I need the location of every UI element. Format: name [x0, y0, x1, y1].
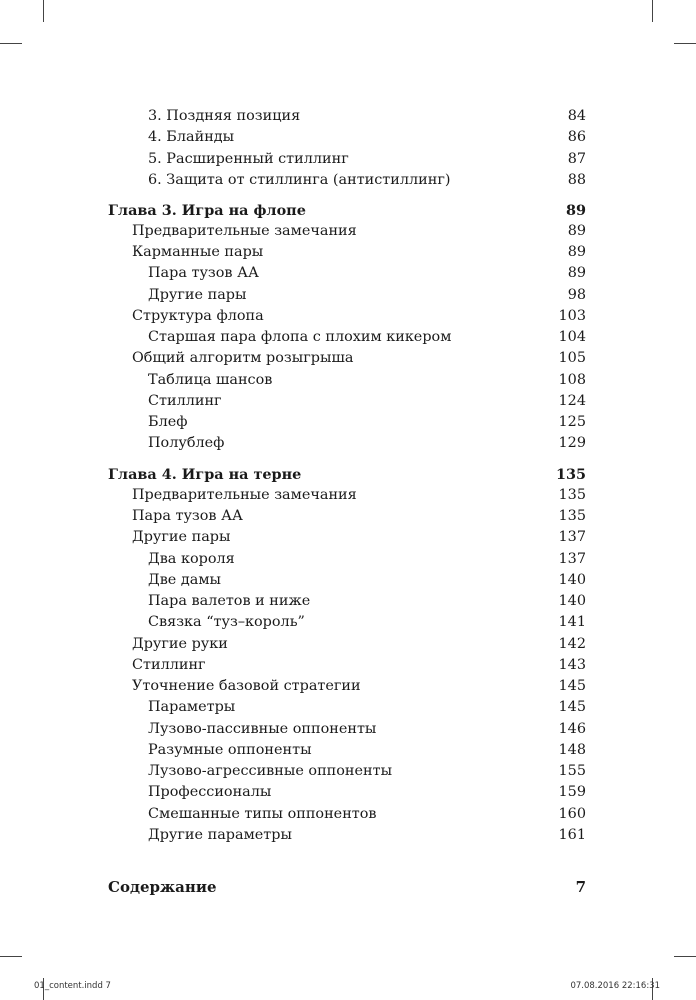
entry-page: 125	[558, 414, 586, 430]
toc-entry	[108, 612, 586, 633]
toc-entry	[108, 348, 586, 369]
entry-page: 143	[558, 656, 586, 673]
entry-page: 98	[567, 286, 586, 303]
toc-chapter-3	[108, 200, 586, 221]
entry-page: 159	[558, 784, 586, 801]
toc-entry	[108, 527, 586, 548]
entry-title: 4. Блайнды	[148, 129, 235, 146]
entry-page: 86	[567, 129, 586, 146]
entry-page: 137	[558, 550, 586, 567]
toc-entry	[108, 740, 586, 761]
entry-page: 104	[558, 329, 586, 345]
toc-entry	[108, 549, 586, 570]
chapter-title: Глава 4. Игра на терне	[108, 465, 302, 483]
toc-entry	[108, 804, 586, 825]
entry-title: 3. Поздняя позиция	[148, 108, 301, 124]
entry-page: 135	[558, 486, 586, 503]
entry-title: Лузово-агрессивные оппоненты	[148, 763, 393, 779]
entry-title: Пара валетов и ниже	[148, 593, 311, 609]
entry-title: Другие пары	[132, 529, 231, 546]
toc-entry	[108, 221, 586, 242]
entry-page: 137	[558, 529, 586, 546]
toc-section-continued	[108, 106, 586, 191]
entry-title: Блеф	[148, 414, 188, 430]
toc-entry	[108, 570, 586, 591]
entry-page: 145	[558, 699, 586, 716]
entry-title: Таблица шансов	[148, 371, 273, 388]
crop-mark	[0, 43, 22, 44]
toc-chapter-3-items	[108, 221, 586, 455]
toc-entry	[108, 106, 586, 127]
toc-chapter-4-items	[108, 485, 586, 846]
entry-title: Стиллинг	[148, 392, 222, 409]
toc-entry	[108, 412, 586, 433]
entry-title: Две дамы	[148, 571, 221, 588]
toc-entry	[108, 327, 586, 348]
entry-title: Другие пары	[148, 286, 247, 303]
entry-page: 89	[567, 244, 586, 260]
entry-title: 6. Защита от стиллинга (антистиллинг)	[148, 171, 451, 188]
entry-title: Стиллинг	[132, 656, 206, 673]
toc-entry	[108, 306, 586, 327]
entry-title: Профессионалы	[148, 784, 272, 801]
entry-title: Разумные оппоненты	[148, 741, 312, 758]
entry-page: 148	[558, 741, 586, 758]
entry-title: Старшая пара флопа с плохим кикером	[148, 329, 452, 345]
entry-page: 140	[558, 593, 586, 609]
toc-entry	[108, 634, 586, 655]
toc-entry	[108, 719, 586, 740]
entry-title: Параметры	[148, 699, 236, 716]
toc-entry	[108, 263, 586, 284]
chapter-page: 89	[565, 201, 586, 219]
slug-datetime: 07.08.2016 22:16:31	[570, 981, 660, 991]
toc-entry	[108, 761, 586, 782]
entry-page: 161	[558, 826, 586, 843]
entry-page: 87	[567, 150, 586, 167]
toc-entry	[108, 391, 586, 412]
footer-title: Содержание	[108, 878, 217, 896]
entry-page: 145	[558, 678, 586, 694]
entry-page: 155	[558, 763, 586, 779]
toc-entry	[108, 170, 586, 191]
entry-title: Предварительные замечания	[132, 222, 357, 239]
toc-chapter-4	[108, 464, 586, 485]
entry-page: 88	[567, 171, 586, 188]
entry-page: 140	[558, 571, 586, 588]
crop-mark	[674, 956, 696, 957]
toc-entry	[108, 825, 586, 846]
entry-page: 105	[558, 350, 586, 367]
toc-entry	[108, 149, 586, 170]
table-of-contents	[108, 106, 586, 846]
entry-title: Карманные пары	[132, 244, 264, 260]
entry-title: Предварительные замечания	[132, 486, 357, 503]
entry-title: Общий алгоритм розыгрыша	[132, 350, 354, 367]
entry-page: 160	[558, 805, 586, 822]
entry-title: Другие параметры	[148, 826, 292, 843]
entry-page: 103	[558, 307, 586, 324]
entry-title: Уточнение базовой стратегии	[132, 678, 361, 694]
entry-page: 141	[558, 614, 586, 631]
entry-title: Смешанные типы оппонентов	[148, 805, 377, 822]
toc-entry	[108, 370, 586, 391]
toc-entry	[108, 655, 586, 676]
chapter-page: 135	[555, 465, 586, 483]
toc-entry	[108, 242, 586, 263]
crop-mark	[652, 0, 653, 22]
entry-page: 142	[558, 635, 586, 652]
toc-entry	[108, 782, 586, 803]
crop-mark	[674, 43, 696, 44]
toc-entry	[108, 285, 586, 306]
chapter-title: Глава 3. Игра на флопе	[108, 201, 306, 219]
entry-page: 135	[558, 508, 586, 524]
entry-page: 129	[558, 435, 586, 452]
entry-page: 146	[558, 720, 586, 737]
entry-page: 84	[567, 108, 586, 124]
entry-title: Структура флопа	[132, 307, 264, 324]
toc-entry	[108, 127, 586, 148]
toc-entry	[108, 676, 586, 697]
entry-title: Пара тузов АА	[148, 265, 259, 282]
crop-mark	[43, 0, 44, 22]
crop-mark	[0, 956, 22, 957]
entry-page: 89	[567, 222, 586, 239]
entry-page: 108	[558, 371, 586, 388]
running-footer	[108, 876, 586, 898]
entry-title: Другие руки	[132, 635, 228, 652]
page-number: 7	[575, 878, 586, 896]
entry-page: 89	[567, 265, 586, 282]
entry-title: Пара тузов АА	[132, 508, 243, 524]
entry-title: 5. Расширенный стиллинг	[148, 150, 349, 167]
entry-title: Полублеф	[148, 435, 225, 452]
toc-entry	[108, 433, 586, 454]
entry-title: Два короля	[148, 550, 235, 567]
toc-entry	[108, 591, 586, 612]
entry-title: Связка “туз–король”	[148, 614, 305, 631]
entry-title: Лузово-пассивные оппоненты	[148, 720, 377, 737]
toc-entry	[108, 506, 586, 527]
toc-entry	[108, 697, 586, 718]
entry-page: 124	[558, 392, 586, 409]
toc-entry	[108, 485, 586, 506]
slug-file: 01_content.indd 7	[34, 981, 111, 991]
